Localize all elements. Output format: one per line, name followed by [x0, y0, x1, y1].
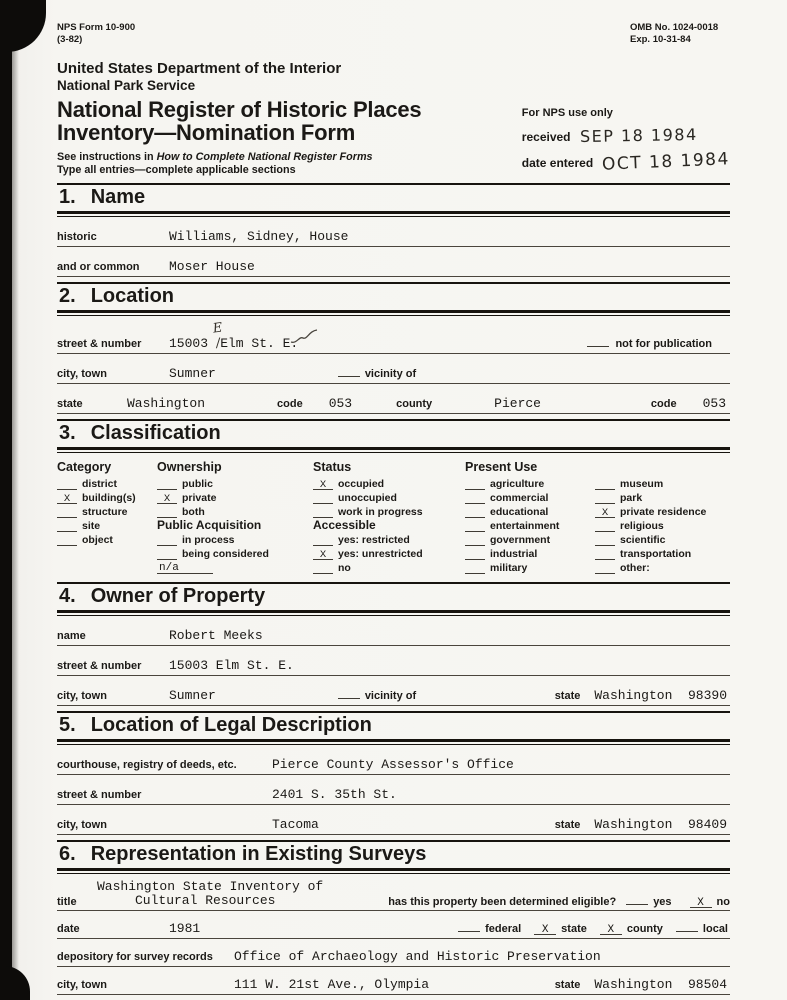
section-1-title: Name: [90, 185, 146, 208]
field-survey-title: [57, 880, 730, 911]
status-header: Status: [313, 459, 352, 474]
checkbox-agriculture: agriculture: [465, 476, 595, 490]
form-number: NPS Form 10-900: [57, 22, 136, 33]
historic-value: Williams, Sidney, House: [169, 228, 349, 244]
section-3-header: [57, 419, 730, 453]
owner-name-value: Robert Meeks: [169, 627, 263, 643]
state-value: Washington: [127, 395, 206, 411]
survey-state-group: [555, 977, 727, 992]
street-value: 15003 E ∕Elm St. E.: [169, 328, 319, 351]
courthouse-label: courthouse, registry of deeds, etc.: [57, 758, 237, 771]
form-header: [57, 93, 730, 176]
form-number-block: [57, 22, 135, 47]
owner-name-label: name: [57, 629, 86, 642]
field-legal-city: [57, 817, 730, 835]
section-4-title: Owner of Property: [90, 584, 266, 607]
date-entered-row: [521, 148, 731, 175]
field-state-code-county: [57, 396, 730, 414]
instructions-line1: See instructions in How to Complete National Register Forms: [57, 150, 373, 163]
scan-corner-top-left: [0, 0, 46, 52]
survey-date-value: 1981: [169, 920, 201, 936]
code-2-label: code: [650, 397, 677, 410]
depository-value: Office of Archaeology and Historic Preservation: [234, 948, 601, 964]
received-row: [522, 126, 730, 145]
field-survey-date: [57, 921, 730, 939]
checkbox-work-in-progress: work in progress: [313, 504, 465, 518]
na-entry: [157, 560, 313, 574]
checkbox-educational: educational: [465, 504, 595, 518]
omb-block: [630, 22, 730, 47]
checkbox-commercial: commercial: [465, 490, 595, 504]
checkbox-government: government: [465, 532, 595, 546]
checkbox-buildings: X building(s): [57, 490, 157, 504]
county-label: county: [396, 397, 433, 410]
code-2-value: 053: [702, 395, 726, 411]
owner-city-label: city, town: [57, 689, 107, 702]
field-historic-name: [57, 229, 730, 247]
col-status: [313, 460, 465, 574]
checkbox-yes-restricted: yes: restricted: [313, 532, 465, 546]
classification-grid: [57, 460, 730, 577]
checkbox-owner-vicinity: vicinity of: [338, 688, 416, 702]
checkbox-object: object: [57, 532, 157, 546]
public-acquisition-header: Public Acquisition: [157, 517, 262, 532]
checkbox-district: district: [57, 476, 157, 490]
field-city-town: [57, 366, 730, 384]
form-title-block: [57, 93, 522, 176]
checkbox-occupied: X occupied: [313, 476, 465, 490]
checkbox-military: military: [465, 560, 595, 574]
field-survey-city: [57, 977, 730, 995]
survey-title-label: title: [57, 895, 77, 908]
instructions-line2: Type all entries—complete applicable sections: [57, 163, 296, 176]
field-courthouse: [57, 757, 730, 775]
date-entered-label: date entered: [521, 155, 594, 170]
present-use-header: Present Use: [465, 459, 538, 474]
nps-use-only-box: [522, 107, 730, 176]
checkbox-religious: religious: [595, 518, 730, 532]
checkbox-county: X county: [600, 923, 663, 935]
survey-city-value: 111 W. 21st Ave., Olympia: [234, 976, 430, 992]
section-5-title: Location of Legal Description: [90, 713, 372, 736]
checkbox-museum: museum: [595, 476, 730, 490]
owner-state-value: Washington 98390: [594, 687, 727, 703]
legal-city-value: Tacoma: [272, 816, 319, 832]
survey-date-label: date: [57, 922, 80, 935]
checkbox-yes-unrestricted: X yes: unrestricted: [313, 546, 465, 560]
checkbox-entertainment: entertainment: [465, 518, 595, 532]
historic-label: historic: [57, 230, 97, 243]
checkbox-eligible-no: X no: [690, 896, 730, 908]
omb-number: OMB No. 1024-0018: [630, 22, 719, 33]
checkbox-both: both: [157, 504, 313, 518]
checkbox-state: X state: [534, 923, 587, 935]
col-category: [57, 460, 157, 574]
checkbox-park: park: [595, 490, 730, 504]
checkbox-structure: structure: [57, 504, 157, 518]
received-date-stamp: SEP 18 1984: [579, 124, 698, 146]
section-3-number: 3.: [59, 421, 76, 444]
common-value: Moser House: [169, 258, 255, 274]
section-2-title: Location: [90, 284, 175, 307]
not-for-publication-blank: [587, 336, 609, 347]
depository-label: depository for survey records: [57, 950, 213, 963]
survey-state-label: state: [554, 978, 581, 991]
county-value: Pierce: [494, 395, 541, 411]
owner-state-label: state: [554, 689, 581, 702]
checkbox-not-for-publication: [587, 336, 712, 350]
survey-title-value: Washington State Inventory of Cultural Resources: [97, 878, 324, 908]
form-revision: (3-82): [57, 34, 83, 46]
legal-state-label: state: [554, 818, 581, 831]
section-6-title: Representation in Existing Surveys: [90, 842, 427, 865]
eligible-question: has this property been determined eligible?: [388, 895, 617, 908]
legal-state-group: [555, 817, 727, 832]
accessible-header: Accessible: [313, 517, 376, 532]
vicinity-label: vicinity of: [364, 367, 417, 380]
col-ownership: [157, 460, 313, 574]
not-for-publication-label: not for publication: [615, 337, 712, 350]
owner-street-label: street & number: [57, 659, 142, 672]
owner-state-group: [555, 688, 727, 703]
col-present-use: [465, 460, 730, 574]
form-content: [57, 0, 730, 995]
handwritten-squiggle: [289, 328, 319, 350]
category-header: Category: [57, 459, 112, 474]
form-title-line1: National Register of Historic Places: [57, 96, 422, 122]
form-meta-row: [57, 22, 730, 47]
owner-city-value: Sumner: [169, 687, 216, 703]
field-owner-street: [57, 658, 730, 676]
checkbox-local: local: [676, 921, 728, 935]
section-2-header: [57, 282, 730, 316]
checkbox-private-residence: X private residence: [595, 504, 730, 518]
code-label: code: [277, 397, 303, 410]
checkbox-other: other:: [595, 560, 730, 574]
na-value: n/a: [157, 562, 213, 574]
checkbox-site: site: [57, 518, 157, 532]
city-label: city, town: [57, 367, 107, 380]
checkbox-no: no: [313, 560, 465, 574]
field-common-name: [57, 259, 730, 277]
field-owner-name: [57, 628, 730, 646]
field-owner-city: [57, 688, 730, 706]
checkbox-private: X private: [157, 490, 313, 504]
city-value: Sumner: [169, 365, 216, 381]
section-1-header: [57, 183, 730, 217]
legal-street-value: 2401 S. 35th St.: [272, 786, 397, 802]
checkbox-unoccupied: unoccupied: [313, 490, 465, 504]
survey-city-label: city, town: [57, 978, 107, 991]
checkbox-being-considered: being considered: [157, 546, 313, 560]
legal-street-label: street & number: [57, 788, 142, 801]
checkbox-scientific: scientific: [595, 532, 730, 546]
checkbox-transportation: transportation: [595, 546, 730, 560]
vicinity-blank: [338, 366, 360, 377]
legal-state-value: Washington 98409: [594, 816, 727, 832]
present-use-left: [465, 476, 595, 574]
checkbox-federal: federal: [458, 921, 521, 935]
eligible-group: [388, 894, 730, 908]
section-6-number: 6.: [59, 842, 76, 865]
state-label: state: [57, 397, 83, 410]
checkbox-eligible-yes: yes: [626, 894, 671, 908]
received-label: received: [521, 129, 571, 144]
section-4-number: 4.: [59, 584, 76, 607]
form-title-line2: Inventory—Nomination Form: [57, 120, 356, 146]
checkbox-public: public: [157, 476, 313, 490]
field-depository: [57, 949, 730, 967]
checkbox-industrial: industrial: [465, 546, 595, 560]
date-entered-stamp: OCT 18 1984: [601, 148, 731, 175]
section-5-number: 5.: [59, 713, 76, 736]
section-5-header: [57, 711, 730, 745]
section-6-header: [57, 840, 730, 874]
instructions-book-title: How to Complete National Register Forms: [156, 150, 373, 163]
section-1-number: 1.: [59, 185, 76, 208]
legal-city-label: city, town: [57, 818, 107, 831]
section-3-title: Classification: [90, 421, 221, 444]
omb-expiration: Exp. 10-31-84: [630, 34, 691, 46]
section-4-header: [57, 582, 730, 616]
street-label: street & number: [57, 337, 142, 350]
section-2-number: 2.: [59, 284, 76, 307]
nps-use-only-label: For NPS use only: [521, 106, 613, 119]
owner-street-value: 15003 Elm St. E.: [169, 657, 294, 673]
scan-corner-bottom-left: [0, 966, 30, 1000]
scan-edge-left: [0, 0, 12, 1000]
field-street-number: [57, 320, 730, 354]
field-legal-street: [57, 787, 730, 805]
common-label: and or common: [57, 260, 140, 273]
checkbox-in-process: in process: [157, 532, 313, 546]
code-value: 053: [328, 395, 353, 411]
handwritten-insert: E ∕: [211, 320, 224, 351]
survey-state-value: Washington 98504: [594, 976, 727, 992]
courthouse-value: Pierce County Assessor's Office: [272, 756, 514, 772]
agency-title: National Park Service: [57, 77, 196, 93]
survey-level-group: [458, 921, 728, 935]
present-use-right: [595, 476, 730, 574]
checkbox-vicinity-of: [338, 366, 416, 380]
department-title: United States Department of the Interior: [57, 59, 342, 77]
ownership-header: Ownership: [157, 459, 222, 474]
